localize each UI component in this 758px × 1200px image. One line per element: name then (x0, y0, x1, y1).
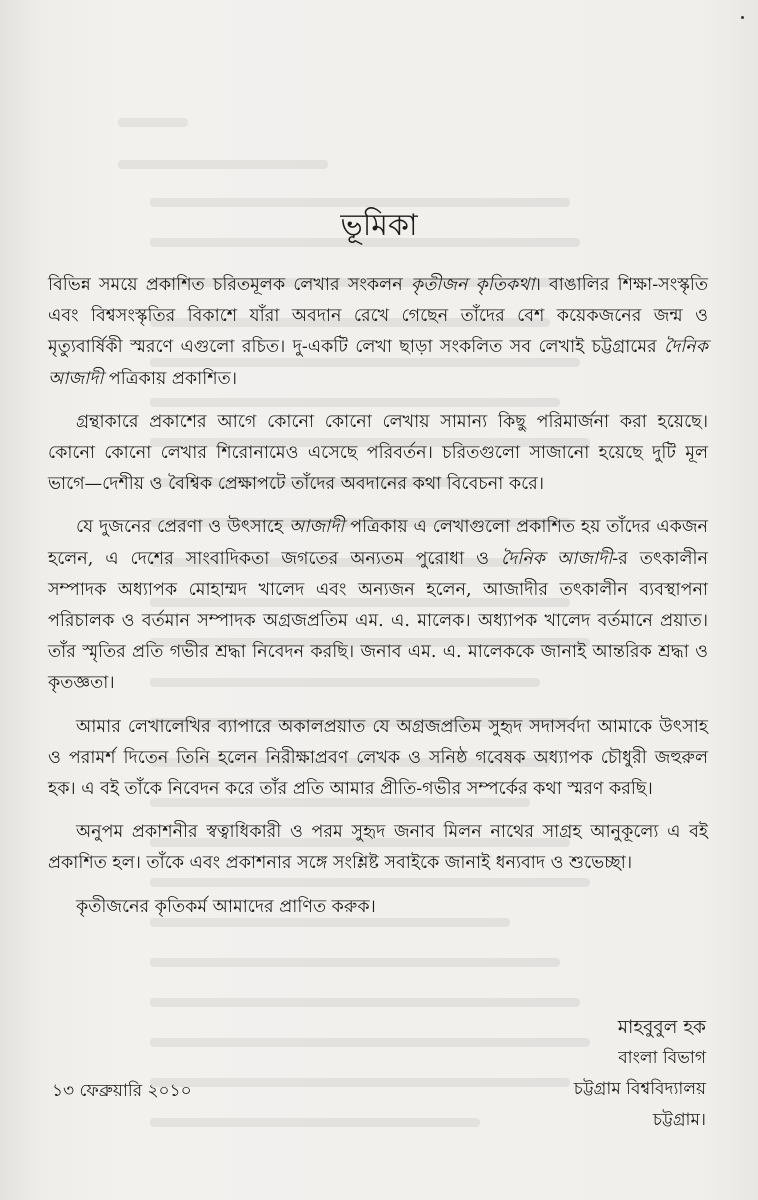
author-department: বাংলা বিভাগ (618, 1048, 706, 1068)
paragraph-text: বিভিন্ন সময়ে প্রকাশিত চরিতমূলক লেখার সংকলন (48, 275, 411, 295)
page-title: ভূমিকা (340, 208, 418, 243)
paragraph-text: গ্রন্থাকারে প্রকাশের আগে কোনো কোনো লেখায় সামান্য কিছু পরিমার্জনা করা হয়েছে। কোনো কোনো লেখার শিরোনামেও এসেছে পরিবর্তন। চরিতগুলো সাজানো হয়েছে দুটি মূল ভাগে—দেশীয় ও বৈশ্বিক প্রেক্ষাপটে তাঁদের অবদানের কথা বিবেচনা করে। (48, 411, 708, 495)
italic-title-text: দৈনিক আজাদী (500, 548, 613, 569)
paragraph-text: পত্রিকায় এ লেখাগুলো প্রকাশিত হয় তাঁদের একজন হলেন, এ দেশের সাংবাদিকতা জগতের অন্যতম পুরোধা ও (48, 517, 708, 569)
paragraph-text: অনুপম প্রকাশনীর স্বত্বাধিকারী ও পরম সুহৃদ জনাব মিলন নাথের সাগ্রহ আনুকূল্যে এ বই প্রকাশিত হল। তাঁকে এবং প্রকাশনার সঙ্গে সংশ্লিষ্ট সবাইকে জানাই ধন্যবাদ ও শুভেচ্ছা। (48, 822, 708, 874)
author-university: চট্টগ্রাম বিশ্ববিদ্যালয় (573, 1079, 706, 1099)
preface-paragraph (48, 270, 708, 395)
closing-line: কৃতীজনের কৃতিকর্ম আমাদের প্রাণিত করুক। (76, 896, 376, 917)
paragraph-text: আমার লেখালেখির ব্যাপারে অকালপ্রয়াত যে অগ্রজপ্রতিম সুহৃদ সদাসর্বদা আমাকে উৎসাহ ও পরামর্শ দিতেন তিনি হলেন নিরীক্ষাপ্রবণ লেখক ও সনিষ্ঠ গবেষক অধ্যাপক চৌধুরী জহুরুল হক। এ বই তাঁকে নিবেদন করে তাঁর প্রতি আমার প্রীতি-গভীর সম্পর্কের কথা স্মরণ করছি। (48, 716, 708, 800)
preface-paragraph (48, 512, 708, 699)
paragraph-text: যে দুজনের প্রেরণা ও উৎসাহে (76, 517, 289, 538)
ink-speck (741, 16, 744, 19)
paragraph-text: । বাঙালির শিক্ষা-সংস্কৃতি এবং বিশ্বসংস্কৃতির বিকাশে যাঁরা অবদান রেখে গেছেন তাঁদের বেশ কয়েকজনের জন্ম ও মৃত্যুবার্ষিকী স্মরণে এগুলো রচিত। দু-একটি লেখা ছাড়া সংকলিত সব লেখাই চট্টগ্রামের (48, 275, 708, 358)
author-name: মাহবুবুল হক (617, 1017, 706, 1038)
italic-title-text: দৈনিক আজাদী (48, 337, 708, 389)
italic-title-text: আজাদী (288, 517, 345, 538)
paragraph-text: পত্রিকায় প্রকাশিত। (103, 368, 237, 389)
preface-paragraph (48, 817, 708, 879)
preface-paragraph (48, 407, 708, 501)
italic-title-text: কৃতীজন কৃতিকথা (410, 275, 535, 295)
paragraph-text: -র তৎকালীন সম্পাদক অধ্যাপক মোহাম্মদ খালেদ এবং অন্যজন হলেন, আজাদীর তৎকালীন ব্যবস্থাপনা পরিচালক ও বর্তমান সম্পাদক অগ্রজপ্রতিম এম. এ. মালেক। অধ্যাপক খালেদ বর্তমানে প্রয়াত। তাঁর স্মৃতির প্রতি গভীর শ্রদ্ধা নিবেদন করছি। জনাব এম. এ. মালেককে জানাই আন্তরিক শ্রদ্ধা ও কৃতজ্ঞতা। (48, 548, 709, 694)
author-signature-block (574, 1012, 706, 1136)
preface-date: ১৩ ফেব্রুয়ারি ২০১০ (52, 1081, 192, 1101)
author-city: চট্টগ্রাম। (652, 1110, 706, 1130)
preface-paragraph (48, 712, 708, 806)
preface-body (48, 270, 708, 935)
